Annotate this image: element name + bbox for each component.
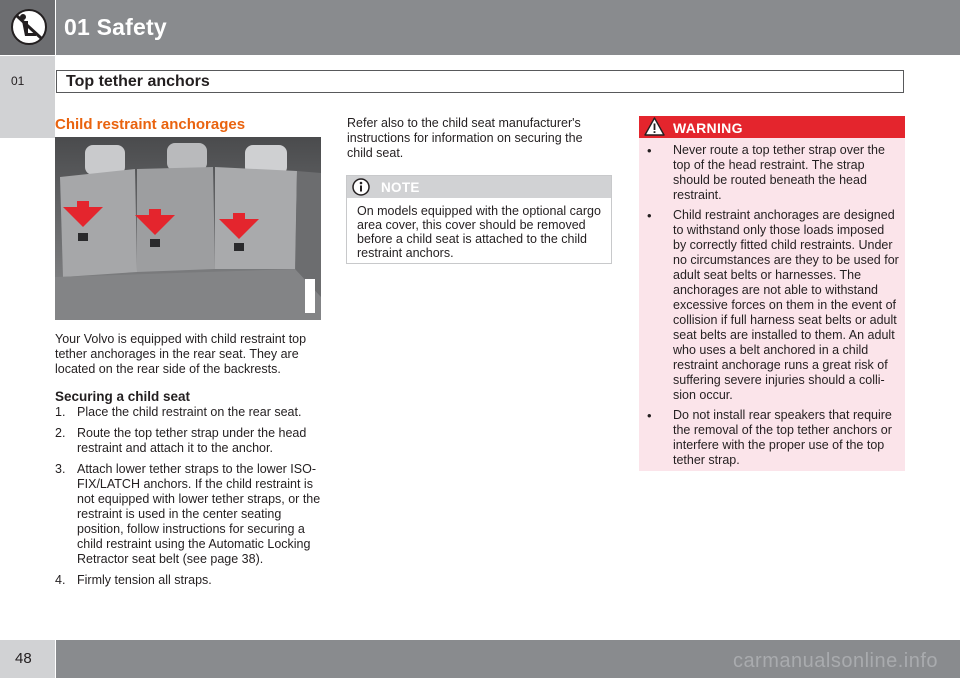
rear-seat-anchor-photo: [55, 137, 321, 320]
section-title: Top tether anchors: [66, 73, 210, 90]
list-item: [647, 143, 899, 203]
warning-text: Never route a top tether strap over the top of the head restraint. The strap should be routed beneath the head restraint.: [673, 143, 885, 202]
warning-box: [639, 116, 905, 471]
list-item: [55, 405, 325, 420]
watermark-text: carmanualsonline.info: [732, 650, 938, 672]
step-text: Firmly tension all straps.: [77, 573, 212, 587]
warning-title: WARNING: [673, 120, 743, 136]
chapter-title: 01 Safety: [64, 14, 167, 40]
page-number: 48: [15, 650, 32, 667]
bullet: •: [647, 143, 652, 158]
note-text: On models equipped with the optional cargo area cover, this cover should be removed before a child seat is attached to the child restraint anchors.: [357, 204, 601, 260]
step-text: Attach lower tether straps to the lower ISO-FIX/LATCH anchors. If the child restraint is not equipped with lower tether straps, or the restraint is used in the center seating position, follow instructions for securing a child restraint using the Automatic Locking Retractor seat belt (see page 38).: [77, 462, 321, 566]
warning-triangle-icon: [644, 117, 665, 136]
step-number: 2.: [55, 426, 66, 440]
step-text: Place the child restraint on the rear seat.: [77, 405, 302, 419]
note-header: [347, 176, 611, 198]
info-icon: [352, 178, 370, 196]
list-item: [647, 208, 899, 403]
list-item: [647, 408, 899, 468]
section-title-bar: [56, 70, 904, 93]
warning-header: [639, 116, 905, 138]
note-title: NOTE: [381, 180, 420, 195]
intro-paragraph: Your Volvo is equipped with child restraint top tether anchorages in the rear seat. They are located on the rear side of the backrests.: [55, 332, 307, 376]
steps-list: [55, 405, 325, 594]
step-number: 3.: [55, 462, 66, 476]
warning-text: Child restraint anchorages are designed to withstand only those loads imposed by correctly fitted child restraints. Under no circumstances are they to be used for adult seat belts or harnesses. The anchorages are not able to withstand excessive forces on them in the event of collision if full harness seat belts or adult seat belts are installed to them. An adult who uses a belt anchored in a child restraint anchorage runs a great risk of suffering severe injuries should a colli-sion occur.: [673, 208, 899, 402]
header-bar: [56, 0, 960, 55]
list-item: [55, 462, 325, 567]
warning-text: Do not install rear speakers that require the removal of the top tether anchors or interfere with the proper use of the top tether strap.: [673, 408, 892, 467]
no-airbag-child-seat-icon: [10, 8, 48, 46]
step-text: Route the top tether strap under the head restraint and attach it to the anchor.: [77, 426, 307, 455]
securing-heading: Securing a child seat: [55, 389, 191, 404]
step-number: 4.: [55, 573, 66, 587]
bullet: •: [647, 408, 652, 423]
chapter-tab-label: 01: [11, 74, 25, 88]
note-box: [346, 175, 612, 264]
refer-paragraph: Refer also to the child seat manufacturer's instructions for information on securing the child seat.: [347, 116, 583, 160]
bullet: •: [647, 208, 652, 223]
list-item: [55, 573, 325, 588]
child-restraint-heading: Child restraint anchorages: [55, 116, 246, 133]
warning-list: [647, 143, 899, 473]
chapter-tab: [0, 56, 55, 138]
list-item: [55, 426, 325, 456]
step-number: 1.: [55, 405, 66, 419]
